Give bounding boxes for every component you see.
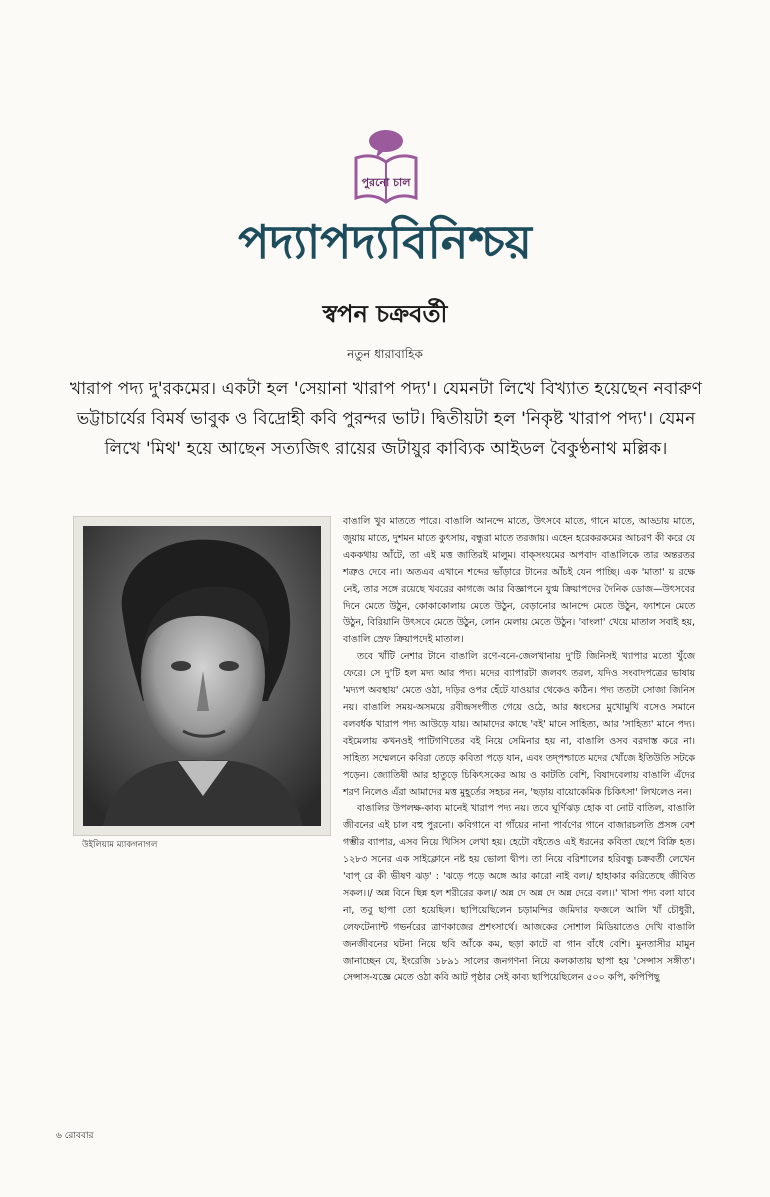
article-body	[343, 514, 695, 987]
body-paragraph: বাঙালির উপলক্ষ-কাব্য মানেই খারাপ পদ্য নয়। তবে ঘূর্ণিঝড় হোক বা নোট বাতিল, বাঙালি জীবনের এই চাল বহু পুরনো। কবিগানে বা গাঁয়ের নানা পার্বণের গানে বাজারচলতি প্রসঙ্গ বেশ গম্ভীর ব্যাপার, এসব নিয়ে থিসিস লেখা হয়। হেটো বইতেও এই ধরনের কবিতা ছেপে বিক্রি হত। ১২৮৩ সনের এক সাইক্লোনে নষ্ট হয় ভোলা দ্বীপ। তা নিয়ে বরিশালের হরিবন্ধু চক্রবর্তী লেখেন 'বাপ্ রে কী ভীষণ ঝড়' : 'ঝড়ে পড়ে অঙ্গে আর কারো নাই বল।/ হাহাকার করিতেছে জীবিত সকল।।/ অন্ন বিনে ছিন্ন হল শরীরের কল।/ অন্ন দে অন্ন দে অন্ন দেরে বল।।' খাসা পদ্য বলা যাবে না, তবু ছাপা তো হয়েছিল। ছাপিয়েছিলেন চড়ামন্দির জমিদার ফজলে আলি খাঁ চৌধুরী, লেফটেন্যান্ট গভর্নরের ত্রাণকাজের প্রশংসার্থে। আজকের সোশাল মিডিয়াতেও দেখি বাঙালি জনজীবনের ঘটনা নিয়ে ছবি আঁকে কম, ছড়া কাটে বা গান বাঁধে বেশি। মুনতাসীর মামুন জানাচ্ছেন যে, ইংরেজি ১৮৯১ সালের জনগণনা নিয়ে কলকাতায় ছাপা হয় 'সেন্সাস সঙ্গীত'। সেন্সাস-যজ্ঞে মেতে ওঠা কবি আট পৃষ্ঠার সেই কাব্য ছাপিয়েছিলেন ৫০০ কপি, কপিপিছু	[343, 803, 695, 984]
column-logo	[348, 128, 424, 204]
intro-paragraph: খারাপ পদ্য দু'রকমের। একটা হল 'সেয়ানা খারাপ পদ্য'। যেমনটা লিখে বিখ্যাত হয়েছেন নবারুণ ভট্টাচার্যের বিমর্ষ ভাবুক ও বিদ্রোহী কবি পুরন্দর ভাট। দ্বিতীয়টা হল 'নিকৃষ্ট খারাপ পদ্য'। যেমন লিখে 'মিথ' হয়ে আছেন সত্যজিৎ রায়ের জটায়ুর কাব্যিক আইডল বৈকুণ্ঠনাথ মল্লিক।	[69, 379, 703, 459]
author-name: স্বপন চক্রবর্তী	[322, 299, 448, 328]
column-name: পুরনো চাল	[361, 176, 411, 189]
body-paragraph: বাঙালি খুব মাততে পারে। বাঙালি আনন্দে মাতে, উৎসবে মাতে, গানে মাতে, আড্ডায় মাতে, জুয়ায় মাতে, দুশমন মাতে কুৎসায়, বন্ধুরা মাতে তরজায়। এহেন হরেকরকমের আচরণ কী করে যে এককথায় আঁটে, তা এই মত্ত জাতিরই মালুম। বাক্‌সংযমের অপবাদ বাঙালিকে তার অন্তরতর শত্রুও দেবে না। অতএব এখানে শব্দের ভাঁড়ারে টানের আঁচই যেন পাচ্ছি। এক 'মাতা' য় রক্ষে নেই, তার সঙ্গে রয়েছে খবরের কাগজে আর বিজ্ঞাপনে যুগ্ম ক্রিয়াপদের দৈনিক ডোজ—উৎসবের দিনে মেতে উঠুন, কোকাকোলায় মেতে উঠুন, বেড়ানোর আনন্দে মেতে উঠুন, ফ্যাশনে মেতে উঠুন, বিরিয়ানি উৎসবে মেতে উঠুন, লোন মেলায় মেতে উঠুন। 'বাংলা' খেয়ে মাতাল সবাই হয়, বাঙালি স্রেফ ক্রিয়াপদেই মাতাল।	[343, 516, 695, 646]
portrait-photo	[83, 526, 321, 826]
series-label: নতুন ধারাবাহিক	[347, 347, 423, 361]
page-folio: ৬ রোববার	[56, 1131, 94, 1141]
article-title: পদ্যাপদ্যবিনিশ্চয়	[238, 215, 532, 269]
body-paragraph: তবে খাঁটি নেশার টানে বাঙালি রণে-বনে-জেলখানায় দু'টি জিনিসই খ্যাপার মতো খুঁজে ফেরে। সে দু'টি হল মদ্য আর পদ্য। মদের ব্যাপারটা জলবৎ তরল, যদিও সংবাদপত্রের ভাষায় 'মদ্যপ অবস্থায়' মেতে ওঠা, দড়ির ওপর হেঁটে যাওয়ার থেকেও কঠিন। পদ্য ততটা সোজা জিনিস নয়। বাঙালি সময়-অসময়ে রবীন্দ্রসংগীত গেয়ে ওঠে, আর ধ্বংসের মুখোমুখি বসেও সমানে বলবর্ধক খারাপ পদ্য আউড়ে যায়। আমাদের কাছে 'বই' মানে সাহিত্য, আর 'সাহিত্য' মানে পদ্য। বইমেলায় কখনওই পাটিগণিতের বই নিয়ে সেমিনার হয় না, বাঙালি ওসব বরদাস্ত করে না। সাহিত্য সম্মেলনে কবিরা তেড়ে কবিতা পড়ে যান, এবং তদ্‌পশ্চাতে মদের খোঁজে ইতিউতি সটকে পড়েন। জ্যোতিষী আর হাতুড়ে চিকিৎসকের আয় ও কাটতি বেশি, বিষাদবেলায় বাঙালি এঁদের শরণ নিলেও এঁরা আমাদের মত্ত মুহূর্তের সহচর নন, 'ছড়ায় বায়োকেমিক চিকিৎসা' লিখলেও নন।	[343, 651, 695, 798]
portrait-frame	[73, 516, 331, 836]
photo-caption: উইলিয়াম ম্যাকগনাগল	[82, 840, 158, 850]
